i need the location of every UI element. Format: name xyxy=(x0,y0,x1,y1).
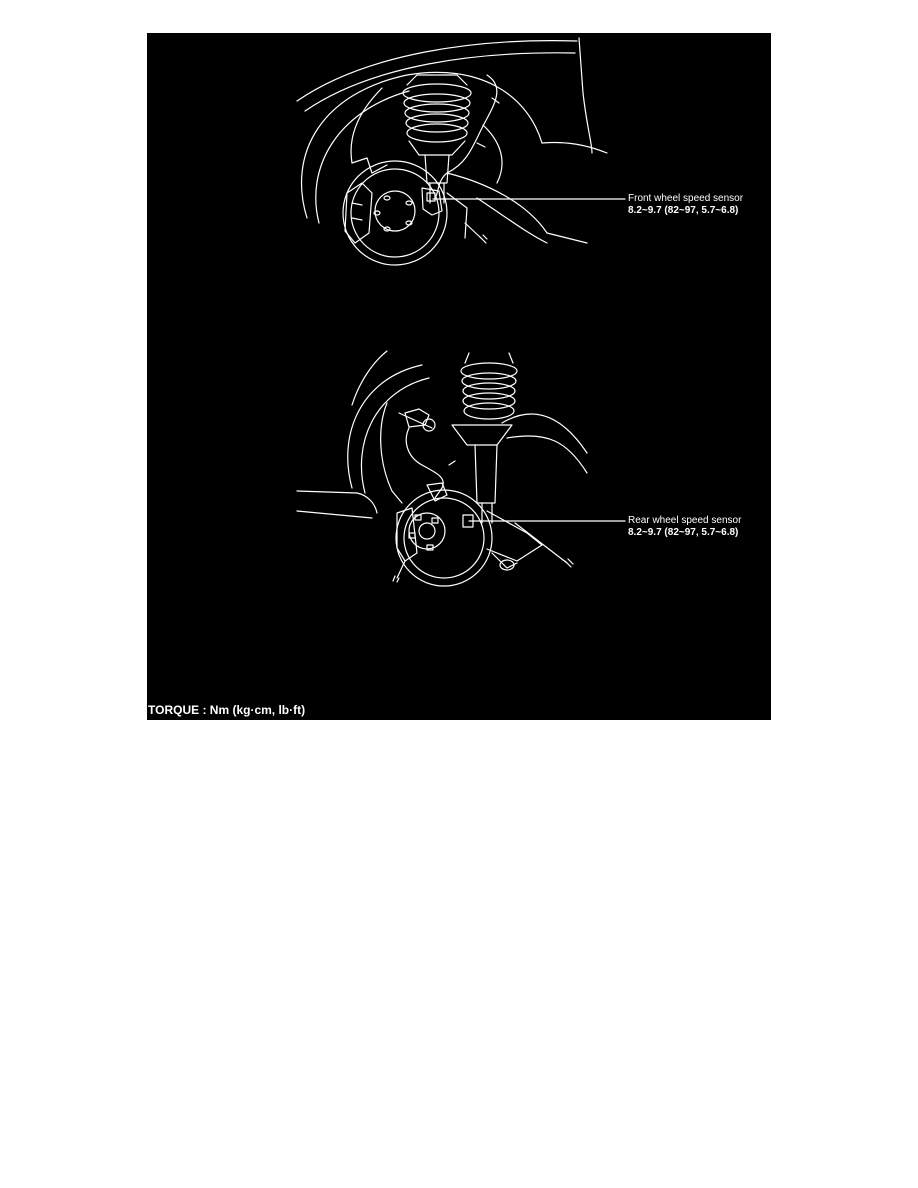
rear-sensor-name: Rear wheel speed sensor xyxy=(628,515,742,526)
front-strut xyxy=(425,155,449,183)
rear-sensor-callout xyxy=(628,515,741,539)
front-coil-spring xyxy=(403,75,471,155)
wheel-speed-sensor-illustration xyxy=(147,33,771,720)
diagram-panel xyxy=(147,33,771,720)
rear-wheel-assembly xyxy=(297,351,625,586)
front-sensor-cable xyxy=(435,75,497,198)
rear-trailing-arm xyxy=(487,511,542,561)
front-brake-disc xyxy=(343,161,447,265)
rear-mounting-bolt xyxy=(397,561,405,578)
rear-sensor-torque: 8.2~9.7 (82~97, 5.7~6.8) xyxy=(628,527,739,538)
front-wheel-assembly xyxy=(297,38,625,265)
rear-strut xyxy=(452,425,512,445)
torque-units-note: TORQUE : Nm (kg·cm, lb·ft) xyxy=(148,703,306,717)
rear-coil-spring xyxy=(461,353,517,419)
front-sensor-callout xyxy=(628,193,743,217)
rear-brake-disc xyxy=(396,490,492,586)
front-brake-caliper xyxy=(345,183,372,243)
front-sensor-torque: 8.2~9.7 (82~97, 5.7~6.8) xyxy=(628,205,739,216)
rear-sensor-cable xyxy=(406,428,443,498)
front-mounting-bolt xyxy=(465,223,482,239)
front-sensor-name: Front wheel speed sensor xyxy=(628,193,744,204)
